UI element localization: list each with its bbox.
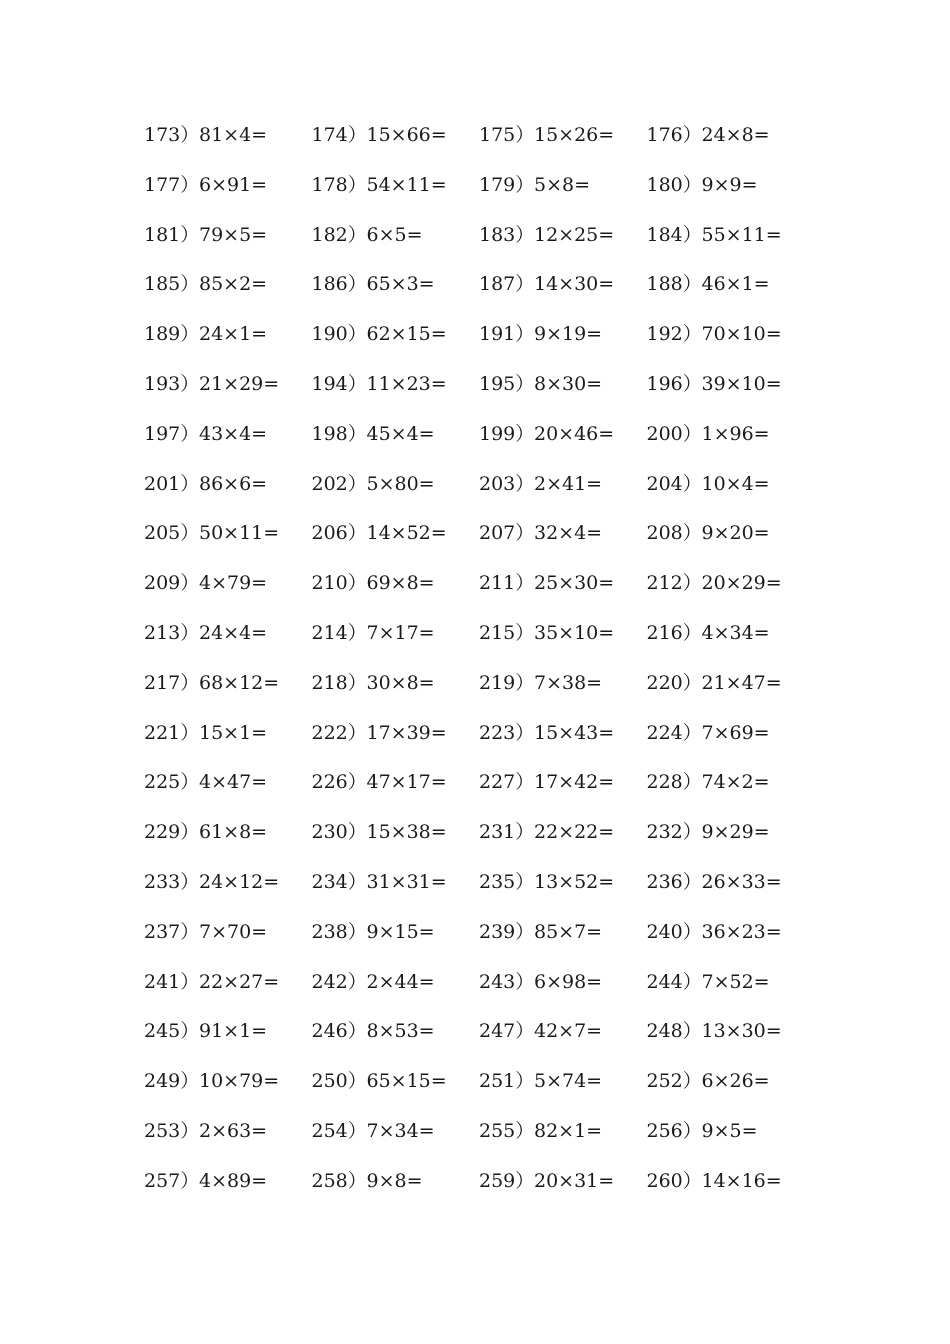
- problem-number: 217）: [144, 671, 200, 694]
- problem-row: [144, 270, 844, 320]
- problem-item: [312, 470, 480, 498]
- problem-item: [647, 370, 815, 398]
- problem-expression: 7×17=: [366, 621, 435, 644]
- problem-row: [144, 370, 844, 420]
- problem-number: 203）: [479, 472, 535, 495]
- problem-item: [312, 719, 480, 747]
- problem-number: 192）: [646, 323, 702, 346]
- problem-number: 200）: [646, 422, 702, 445]
- problem-expression: 6×26=: [701, 1070, 770, 1093]
- problem-number: 254）: [311, 1119, 367, 1142]
- problem-expression: 13×30=: [701, 1020, 782, 1043]
- problem-number: 236）: [646, 870, 702, 893]
- problem-item: [479, 669, 647, 697]
- problem-item: [144, 370, 312, 398]
- problem-number: 204）: [646, 472, 702, 495]
- problem-row: [144, 818, 844, 868]
- problem-expression: 20×29=: [701, 572, 782, 595]
- problem-number: 258）: [311, 1169, 367, 1192]
- problem-expression: 9×8=: [366, 1169, 423, 1192]
- problem-item: [647, 619, 815, 647]
- problem-number: 188）: [646, 273, 702, 296]
- problem-expression: 69×8=: [366, 572, 435, 595]
- problem-item: [647, 1017, 815, 1045]
- problem-expression: 9×29=: [701, 821, 770, 844]
- problem-row: [144, 1117, 844, 1167]
- problem-number: 257）: [144, 1169, 200, 1192]
- problem-item: [479, 171, 647, 199]
- problem-item: [647, 320, 815, 348]
- problem-item: [312, 918, 480, 946]
- problem-item: [647, 270, 815, 298]
- problem-expression: 9×9=: [701, 173, 758, 196]
- problem-number: 186）: [311, 273, 367, 296]
- problem-row: [144, 619, 844, 669]
- problem-number: 180）: [646, 173, 702, 196]
- problem-row: [144, 1167, 844, 1217]
- problem-number: 193）: [144, 372, 200, 395]
- problem-number: 247）: [479, 1020, 535, 1043]
- problem-item: [144, 1167, 312, 1195]
- worksheet: [144, 121, 844, 1217]
- problem-expression: 31×31=: [366, 870, 447, 893]
- problem-row: [144, 221, 844, 271]
- problem-item: [479, 818, 647, 846]
- problem-number: 181）: [144, 223, 200, 246]
- problem-item: [647, 121, 815, 149]
- problem-number: 215）: [479, 621, 535, 644]
- problem-expression: 39×10=: [701, 372, 782, 395]
- problem-item: [647, 171, 815, 199]
- problem-item: [479, 1167, 647, 1195]
- problem-number: 227）: [479, 771, 535, 794]
- problem-number: 224）: [646, 721, 702, 744]
- problem-expression: 14×16=: [701, 1169, 782, 1192]
- problem-number: 211）: [479, 572, 535, 595]
- problem-number: 221）: [144, 721, 200, 744]
- problem-item: [479, 619, 647, 647]
- problem-item: [144, 1117, 312, 1145]
- problem-row: [144, 968, 844, 1018]
- problem-item: [312, 1117, 480, 1145]
- problem-expression: 12×25=: [534, 223, 615, 246]
- problem-item: [312, 1167, 480, 1195]
- problem-number: 197）: [144, 422, 200, 445]
- problem-expression: 20×46=: [534, 422, 615, 445]
- problem-number: 207）: [479, 522, 535, 545]
- problem-item: [144, 470, 312, 498]
- problem-item: [312, 370, 480, 398]
- problem-expression: 45×4=: [366, 422, 435, 445]
- problem-number: 241）: [144, 970, 200, 993]
- problem-item: [144, 968, 312, 996]
- problem-expression: 43×4=: [199, 422, 268, 445]
- problem-item: [647, 569, 815, 597]
- problem-expression: 4×47=: [199, 771, 268, 794]
- problem-item: [479, 270, 647, 298]
- problem-item: [312, 569, 480, 597]
- problem-number: 210）: [311, 572, 367, 595]
- problem-number: 243）: [479, 970, 535, 993]
- problem-number: 174）: [311, 124, 367, 146]
- problem-number: 178）: [311, 173, 367, 196]
- problem-number: 205）: [144, 522, 200, 545]
- problem-number: 218）: [311, 671, 367, 694]
- problem-row: [144, 1017, 844, 1067]
- problem-item: [144, 918, 312, 946]
- problem-expression: 6×5=: [366, 223, 423, 246]
- problem-number: 189）: [144, 323, 200, 346]
- problem-item: [144, 768, 312, 796]
- problem-item: [144, 221, 312, 249]
- problem-item: [312, 420, 480, 448]
- problem-expression: 24×8=: [701, 124, 770, 146]
- problem-expression: 81×4=: [199, 124, 268, 146]
- problem-expression: 30×8=: [366, 671, 435, 694]
- problem-expression: 35×10=: [534, 621, 615, 644]
- problem-expression: 7×69=: [701, 721, 770, 744]
- problem-number: 239）: [479, 920, 535, 943]
- problem-expression: 22×22=: [534, 821, 615, 844]
- problem-number: 173）: [144, 124, 200, 146]
- problem-expression: 62×15=: [366, 323, 447, 346]
- problem-expression: 21×29=: [199, 372, 280, 395]
- problem-expression: 24×4=: [199, 621, 268, 644]
- problem-item: [479, 1067, 647, 1095]
- problem-item: [312, 818, 480, 846]
- problem-number: 187）: [479, 273, 535, 296]
- problem-expression: 50×11=: [199, 522, 280, 545]
- problem-number: 256）: [646, 1119, 702, 1142]
- problem-expression: 36×23=: [701, 920, 782, 943]
- problem-row: [144, 1067, 844, 1117]
- problem-expression: 9×15=: [366, 920, 435, 943]
- problem-item: [312, 619, 480, 647]
- problem-expression: 9×20=: [701, 522, 770, 545]
- problem-expression: 17×39=: [366, 721, 447, 744]
- problem-expression: 10×79=: [199, 1070, 280, 1093]
- problem-expression: 85×7=: [534, 920, 603, 943]
- problem-expression: 17×42=: [534, 771, 615, 794]
- problem-number: 242）: [311, 970, 367, 993]
- problem-number: 228）: [646, 771, 702, 794]
- problem-number: 230）: [311, 821, 367, 844]
- problem-item: [647, 768, 815, 796]
- problem-number: 179）: [479, 173, 535, 196]
- problem-item: [479, 719, 647, 747]
- problem-item: [479, 768, 647, 796]
- problem-expression: 15×38=: [366, 821, 447, 844]
- problem-number: 229）: [144, 821, 200, 844]
- problem-row: [144, 768, 844, 818]
- problem-item: [144, 420, 312, 448]
- problem-expression: 15×26=: [534, 124, 615, 146]
- problem-number: 191）: [479, 323, 535, 346]
- problem-number: 185）: [144, 273, 200, 296]
- problem-expression: 22×27=: [199, 970, 280, 993]
- problem-item: [479, 1117, 647, 1145]
- problem-expression: 10×4=: [701, 472, 770, 495]
- problem-row: [144, 420, 844, 470]
- problem-number: 259）: [479, 1169, 535, 1192]
- problem-item: [144, 270, 312, 298]
- problem-row: [144, 918, 844, 968]
- problem-expression: 7×38=: [534, 671, 603, 694]
- problem-number: 213）: [144, 621, 200, 644]
- problem-item: [479, 968, 647, 996]
- problem-item: [312, 320, 480, 348]
- problem-expression: 65×3=: [366, 273, 435, 296]
- problem-number: 212）: [646, 572, 702, 595]
- problem-number: 198）: [311, 422, 367, 445]
- problem-number: 251）: [479, 1070, 535, 1093]
- problem-number: 252）: [646, 1070, 702, 1093]
- problem-item: [144, 818, 312, 846]
- problem-item: [647, 818, 815, 846]
- problem-item: [479, 320, 647, 348]
- problem-expression: 42×7=: [534, 1020, 603, 1043]
- problem-number: 244）: [646, 970, 702, 993]
- problem-expression: 15×43=: [534, 721, 615, 744]
- problem-expression: 79×5=: [199, 223, 268, 246]
- problem-expression: 25×30=: [534, 572, 615, 595]
- problem-expression: 5×80=: [366, 472, 435, 495]
- problem-item: [647, 669, 815, 697]
- problem-item: [312, 968, 480, 996]
- problem-item: [312, 768, 480, 796]
- problem-item: [144, 320, 312, 348]
- problem-expression: 2×63=: [199, 1119, 268, 1142]
- problem-number: 255）: [479, 1119, 535, 1142]
- problem-expression: 85×2=: [199, 273, 268, 296]
- problem-number: 220）: [646, 671, 702, 694]
- problem-row: [144, 569, 844, 619]
- problem-expression: 68×12=: [199, 671, 280, 694]
- problem-number: 223）: [479, 721, 535, 744]
- problem-item: [647, 1067, 815, 1095]
- problem-expression: 24×12=: [199, 870, 280, 893]
- problem-item: [312, 270, 480, 298]
- problem-expression: 20×31=: [534, 1169, 615, 1192]
- problem-number: 234）: [311, 870, 367, 893]
- problem-expression: 9×19=: [534, 323, 603, 346]
- problem-expression: 1×96=: [701, 422, 770, 445]
- problem-number: 206）: [311, 522, 367, 545]
- problem-number: 233）: [144, 870, 200, 893]
- problem-item: [479, 370, 647, 398]
- problem-item: [479, 121, 647, 149]
- problem-item: [144, 1017, 312, 1045]
- problem-expression: 13×52=: [534, 870, 615, 893]
- problem-number: 240）: [646, 920, 702, 943]
- problem-item: [647, 868, 815, 896]
- problem-number: 260）: [646, 1169, 702, 1192]
- problem-number: 238）: [311, 920, 367, 943]
- problem-item: [479, 420, 647, 448]
- problem-number: 190）: [311, 323, 367, 346]
- problem-expression: 4×89=: [199, 1169, 268, 1192]
- problem-expression: 24×1=: [199, 323, 268, 346]
- problem-item: [312, 519, 480, 547]
- problem-expression: 2×44=: [366, 970, 435, 993]
- problem-item: [479, 569, 647, 597]
- problem-number: 182）: [311, 223, 367, 246]
- problem-item: [647, 1117, 815, 1145]
- problem-row: [144, 519, 844, 569]
- problem-item: [312, 669, 480, 697]
- problem-expression: 74×2=: [701, 771, 770, 794]
- problem-expression: 91×1=: [199, 1020, 268, 1043]
- problem-expression: 6×98=: [534, 970, 603, 993]
- problem-number: 202）: [311, 472, 367, 495]
- problem-number: 226）: [311, 771, 367, 794]
- problem-item: [312, 1017, 480, 1045]
- problem-item: [144, 619, 312, 647]
- problem-item: [312, 868, 480, 896]
- problem-number: 235）: [479, 870, 535, 893]
- problem-expression: 54×11=: [366, 173, 447, 196]
- problem-expression: 8×30=: [534, 372, 603, 395]
- problem-number: 184）: [646, 223, 702, 246]
- problem-number: 201）: [144, 472, 200, 495]
- problem-number: 246）: [311, 1020, 367, 1043]
- problem-number: 195）: [479, 372, 535, 395]
- problem-number: 249）: [144, 1070, 200, 1093]
- problem-row: [144, 121, 844, 171]
- problem-expression: 8×53=: [366, 1020, 435, 1043]
- problem-number: 232）: [646, 821, 702, 844]
- problem-item: [479, 470, 647, 498]
- problem-expression: 21×47=: [701, 671, 782, 694]
- problem-number: 176）: [646, 124, 702, 146]
- problem-expression: 7×70=: [199, 920, 268, 943]
- problem-number: 208）: [646, 522, 702, 545]
- problem-item: [479, 868, 647, 896]
- problem-expression: 5×8=: [534, 173, 591, 196]
- problem-expression: 65×15=: [366, 1070, 447, 1093]
- problem-expression: 32×4=: [534, 522, 603, 545]
- problem-number: 214）: [311, 621, 367, 644]
- problem-expression: 6×91=: [199, 173, 268, 196]
- problem-number: 183）: [479, 223, 535, 246]
- problem-item: [144, 719, 312, 747]
- problem-item: [647, 221, 815, 249]
- problem-number: 196）: [646, 372, 702, 395]
- problem-expression: 14×30=: [534, 273, 615, 296]
- problem-expression: 82×1=: [534, 1119, 603, 1142]
- problem-number: 222）: [311, 721, 367, 744]
- problem-number: 253）: [144, 1119, 200, 1142]
- problem-number: 245）: [144, 1020, 200, 1043]
- problem-expression: 4×79=: [199, 572, 268, 595]
- problem-item: [647, 420, 815, 448]
- problem-item: [144, 519, 312, 547]
- problem-number: 250）: [311, 1070, 367, 1093]
- problem-expression: 86×6=: [199, 472, 268, 495]
- problem-item: [144, 569, 312, 597]
- problem-number: 231）: [479, 821, 535, 844]
- problem-number: 219）: [479, 671, 535, 694]
- problem-number: 216）: [646, 621, 702, 644]
- problem-expression: 7×34=: [366, 1119, 435, 1142]
- problem-item: [312, 121, 480, 149]
- problem-expression: 11×23=: [366, 372, 447, 395]
- problem-item: [144, 1067, 312, 1095]
- problem-item: [479, 221, 647, 249]
- problem-item: [647, 470, 815, 498]
- problem-row: [144, 719, 844, 769]
- problem-item: [312, 221, 480, 249]
- problem-number: 177）: [144, 173, 200, 196]
- problem-expression: 26×33=: [701, 870, 782, 893]
- problem-number: 194）: [311, 372, 367, 395]
- problem-expression: 15×66=: [366, 124, 447, 146]
- problem-item: [144, 669, 312, 697]
- problem-item: [647, 1167, 815, 1195]
- problem-number: 199）: [479, 422, 535, 445]
- problem-expression: 15×1=: [199, 721, 268, 744]
- problem-row: [144, 669, 844, 719]
- problem-expression: 61×8=: [199, 821, 268, 844]
- problem-expression: 55×11=: [701, 223, 782, 246]
- problem-expression: 2×41=: [534, 472, 603, 495]
- problem-item: [312, 1067, 480, 1095]
- problem-item: [479, 1017, 647, 1045]
- problem-item: [647, 719, 815, 747]
- problem-expression: 47×17=: [366, 771, 447, 794]
- problem-item: [647, 918, 815, 946]
- problem-row: [144, 470, 844, 520]
- problem-row: [144, 171, 844, 221]
- problem-item: [312, 171, 480, 199]
- problem-item: [479, 519, 647, 547]
- problem-expression: 70×10=: [701, 323, 782, 346]
- problem-row: [144, 868, 844, 918]
- problem-expression: 14×52=: [366, 522, 447, 545]
- problem-number: 209）: [144, 572, 200, 595]
- problem-expression: 46×1=: [701, 273, 770, 296]
- problem-number: 248）: [646, 1020, 702, 1043]
- problem-expression: 5×74=: [534, 1070, 603, 1093]
- problem-row: [144, 320, 844, 370]
- problem-number: 237）: [144, 920, 200, 943]
- problem-item: [144, 171, 312, 199]
- problem-item: [479, 918, 647, 946]
- problem-expression: 4×34=: [701, 621, 770, 644]
- problem-item: [144, 868, 312, 896]
- problem-expression: 7×52=: [701, 970, 770, 993]
- problem-number: 175）: [479, 124, 535, 146]
- problem-item: [647, 968, 815, 996]
- problem-number: 225）: [144, 771, 200, 794]
- problem-item: [647, 519, 815, 547]
- problem-expression: 9×5=: [701, 1119, 758, 1142]
- problem-item: [144, 121, 312, 149]
